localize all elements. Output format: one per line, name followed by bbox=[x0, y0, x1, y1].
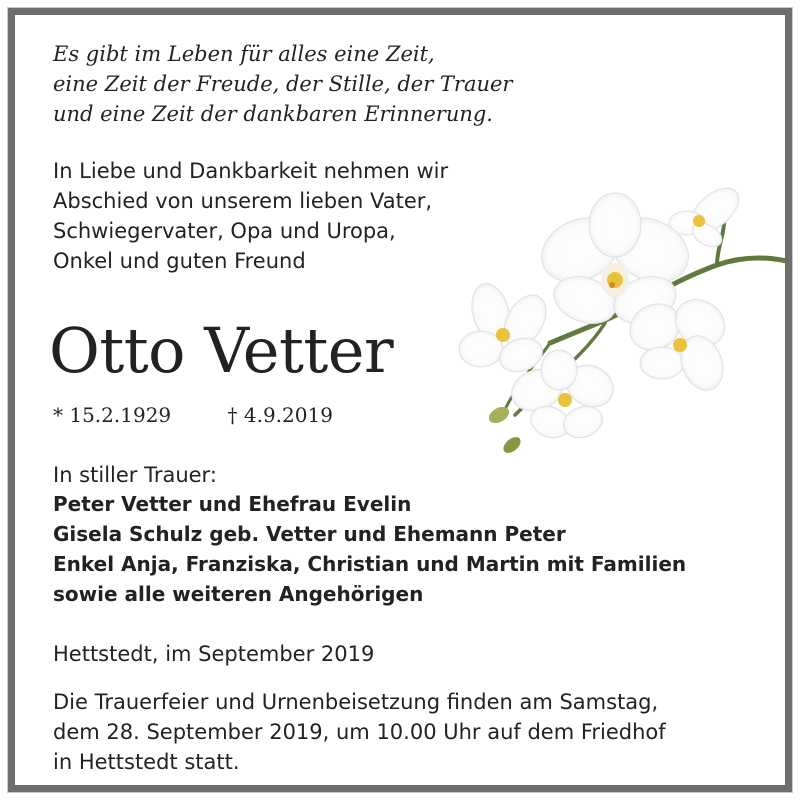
mourner-line: Peter Vetter und Ehefrau Evelin bbox=[53, 492, 412, 516]
life-dates bbox=[53, 401, 333, 429]
motto-line: und eine Zeit der dankbaren Erinnerung. bbox=[53, 102, 493, 126]
mourner-line: Enkel Anja, Franziska, Christian und Martin mit Familien bbox=[53, 552, 687, 576]
motto-line: Es gibt im Leben für alles eine Zeit, bbox=[53, 42, 435, 66]
funeral-line: in Hettstedt statt. bbox=[53, 750, 240, 774]
mourner-line: sowie alle weiteren Angehörigen bbox=[53, 582, 424, 606]
intro-line: Abschied von unserem lieben Vater, bbox=[53, 189, 433, 213]
funeral-info bbox=[53, 687, 666, 777]
intro-line: In Liebe und Dankbarkeit nehmen wir bbox=[53, 159, 449, 183]
intro-line: Onkel und guten Freund bbox=[53, 249, 306, 273]
place-date: Hettstedt, im September 2019 bbox=[53, 642, 375, 666]
intro-line: Schwiegervater, Opa und Uropa, bbox=[53, 219, 396, 243]
deceased-name: Otto Vetter bbox=[49, 314, 394, 387]
obituary-card bbox=[8, 8, 792, 792]
mourners-list bbox=[53, 489, 686, 609]
motto-verse bbox=[53, 39, 512, 129]
white-orchid-icon bbox=[455, 175, 792, 455]
death-date: † 4.9.2019 bbox=[227, 403, 333, 427]
motto-line: eine Zeit der Freude, der Stille, der Trauer bbox=[53, 72, 513, 96]
birth-date: * 15.2.1929 bbox=[53, 403, 172, 427]
funeral-line: Die Trauerfeier und Urnenbeisetzung finden am Samstag, bbox=[53, 690, 659, 714]
mourning-label: In stiller Trauer: bbox=[53, 463, 217, 487]
funeral-line: dem 28. September 2019, um 10.00 Uhr auf dem Friedhof bbox=[53, 720, 666, 744]
mourner-line: Gisela Schulz geb. Vetter und Ehemann Peter bbox=[53, 522, 566, 546]
intro-text bbox=[53, 156, 448, 276]
